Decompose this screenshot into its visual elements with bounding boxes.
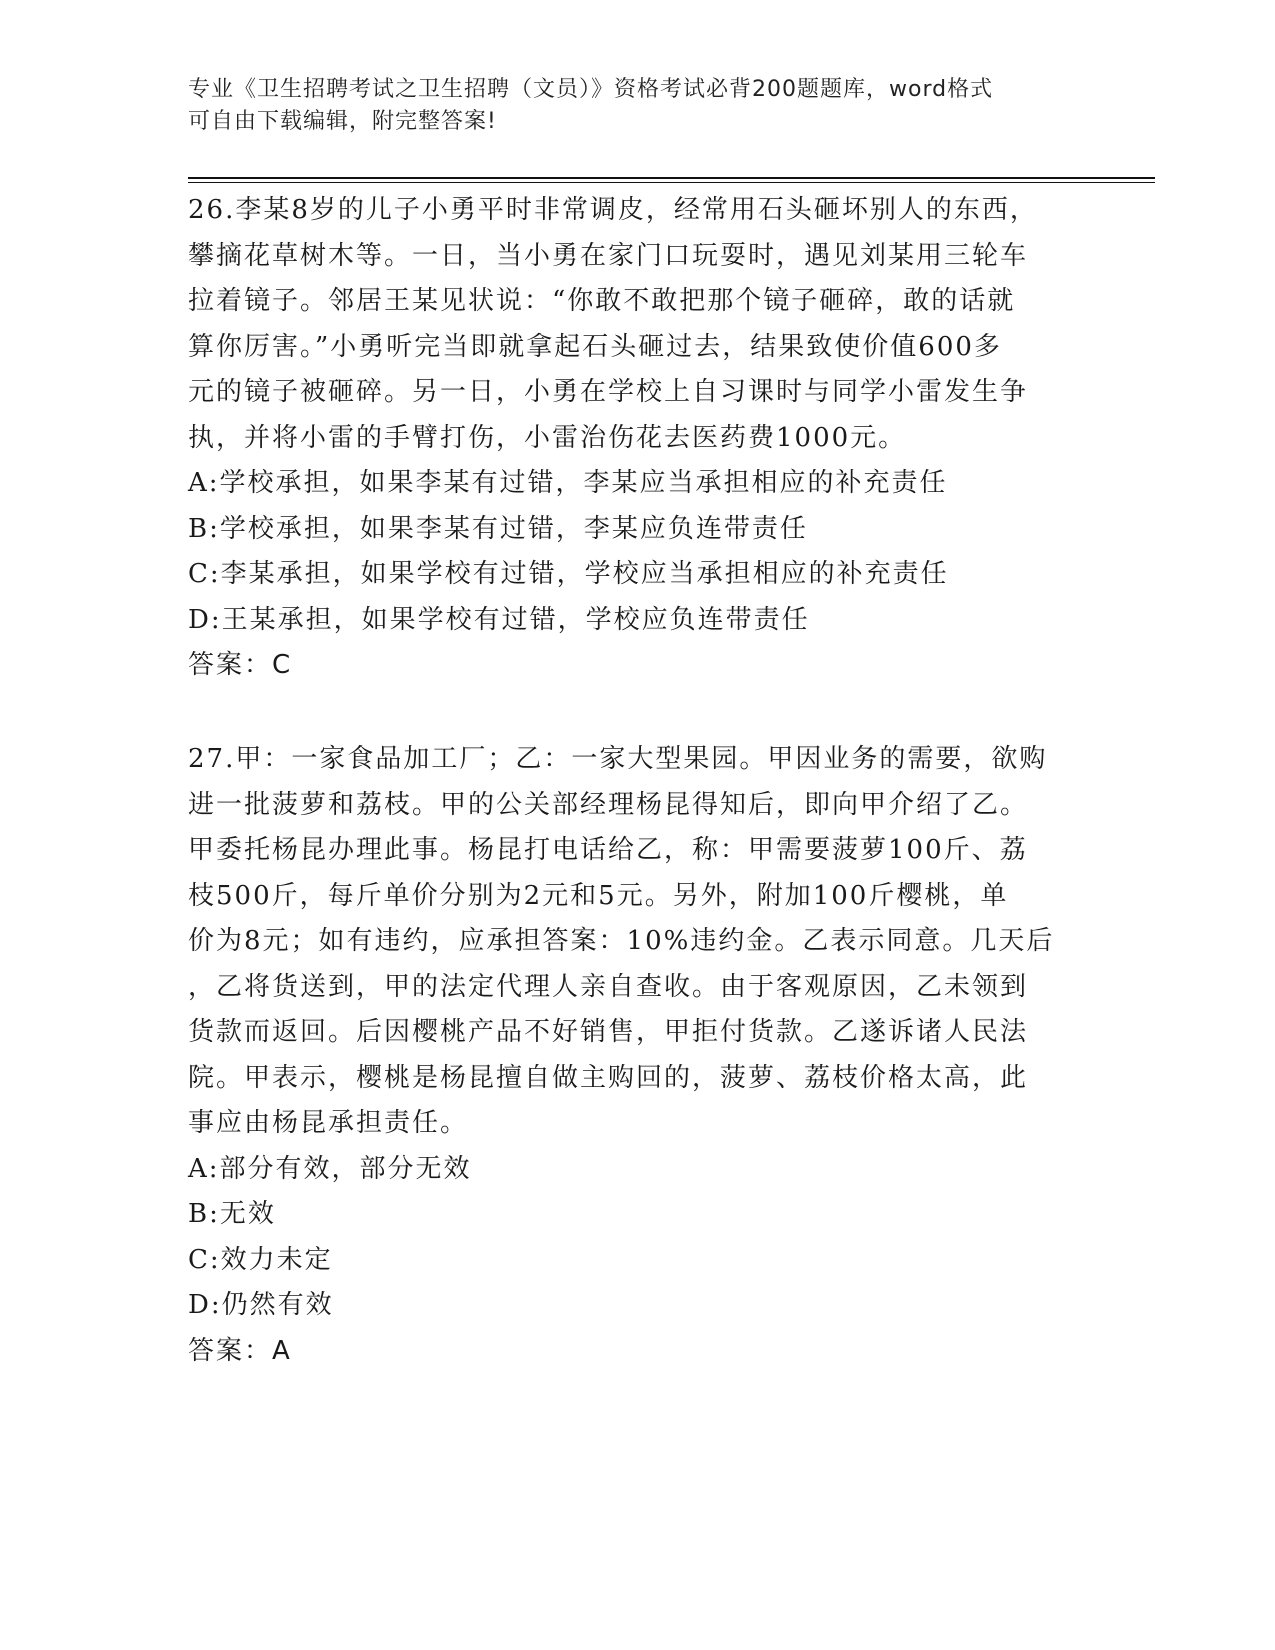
question-line: 元的镜子被砸碎。另一日，小勇在学校上自习课时与同学小雷发生争 <box>188 377 1029 407</box>
question-27 <box>188 737 1088 1374</box>
question-26 <box>188 188 1088 689</box>
question-line: ，乙将货送到，甲的法定代理人亲自查收。由于客观原因，乙未领到 <box>188 971 1029 1002</box>
question-line: 甲委托杨昆办理此事。杨昆打电话给乙，称：甲需要菠萝100斤、荔 <box>188 835 1028 865</box>
option-c: C:效力未定 <box>188 1244 333 1275</box>
question-line: 货款而返回。后因樱桃产品不好销售，甲拒付货款。乙遂诉诸人民法 <box>188 1017 1029 1047</box>
option-list <box>188 461 1088 643</box>
header-divider-thick <box>188 177 1155 179</box>
option-a: A:学校承担，如果李某有过错，李某应当承担相应的补充责任 <box>188 468 948 498</box>
option-b: B:无效 <box>188 1199 276 1229</box>
question-line: 院。甲表示，樱桃是杨昆擅自做主购回的，菠萝、荔枝价格太高，此 <box>188 1062 1029 1093</box>
document-header <box>188 74 1088 138</box>
question-line: 攀摘花草树木等。一日，当小勇在家门口玩耍时，遇见刘某用三轮车 <box>188 240 1029 271</box>
question-line: 枝500斤，每斤单价分别为2元和5元。另外，附加100斤樱桃，单 <box>188 880 1009 911</box>
option-list <box>188 1147 1088 1329</box>
option-c: C:李某承担，如果学校有过错，学校应当承担相应的补充责任 <box>188 559 949 589</box>
question-line: 拉着镜子。邻居王某见状说：“你敢不敢把那个镜子砸碎，敢的话就 <box>188 286 1016 316</box>
option-a: A:部分有效，部分无效 <box>188 1153 472 1184</box>
option-d: D:仍然有效 <box>188 1290 334 1320</box>
question-line: 事应由杨昆承担责任。 <box>188 1108 469 1138</box>
question-line: 27.甲：一家食品加工厂；乙：一家大型果园。甲因业务的需要，欲购 <box>188 744 1048 774</box>
answer-label: 答案：C <box>188 650 293 680</box>
option-d: D:王某承担，如果学校有过错，学校应负连带责任 <box>188 604 810 635</box>
question-line: 算你厉害。”小勇听完当即就拿起石头砸过去，结果致使价值600多 <box>188 331 1002 362</box>
answer-label: 答案：A <box>188 1335 292 1366</box>
header-divider-thin <box>188 182 1155 183</box>
question-line: 进一批菠萝和荔枝。甲的公关部经理杨昆得知后，即向甲介绍了乙。 <box>188 789 1029 820</box>
question-stem <box>188 737 1088 1147</box>
question-line: 价为8元；如有违约，应承担答案：10%违约金。乙表示同意。几天后 <box>188 926 1055 956</box>
question-stem <box>188 188 1088 461</box>
question-line: 26.李某8岁的儿子小勇平时非常调皮，经常用石头砸坏别人的东西， <box>188 195 1038 225</box>
option-b: B:学校承担，如果李某有过错，李某应负连带责任 <box>188 513 808 544</box>
header-line-2: 可自由下载编辑，附完整答案! <box>188 109 497 134</box>
question-line: 执，并将小雷的手臂打伤，小雷治伤花去医药费1000元。 <box>188 422 907 453</box>
header-line-1: 专业《卫生招聘考试之卫生招聘（文员）》资格考试必背200题题库，word格式 <box>188 77 994 102</box>
